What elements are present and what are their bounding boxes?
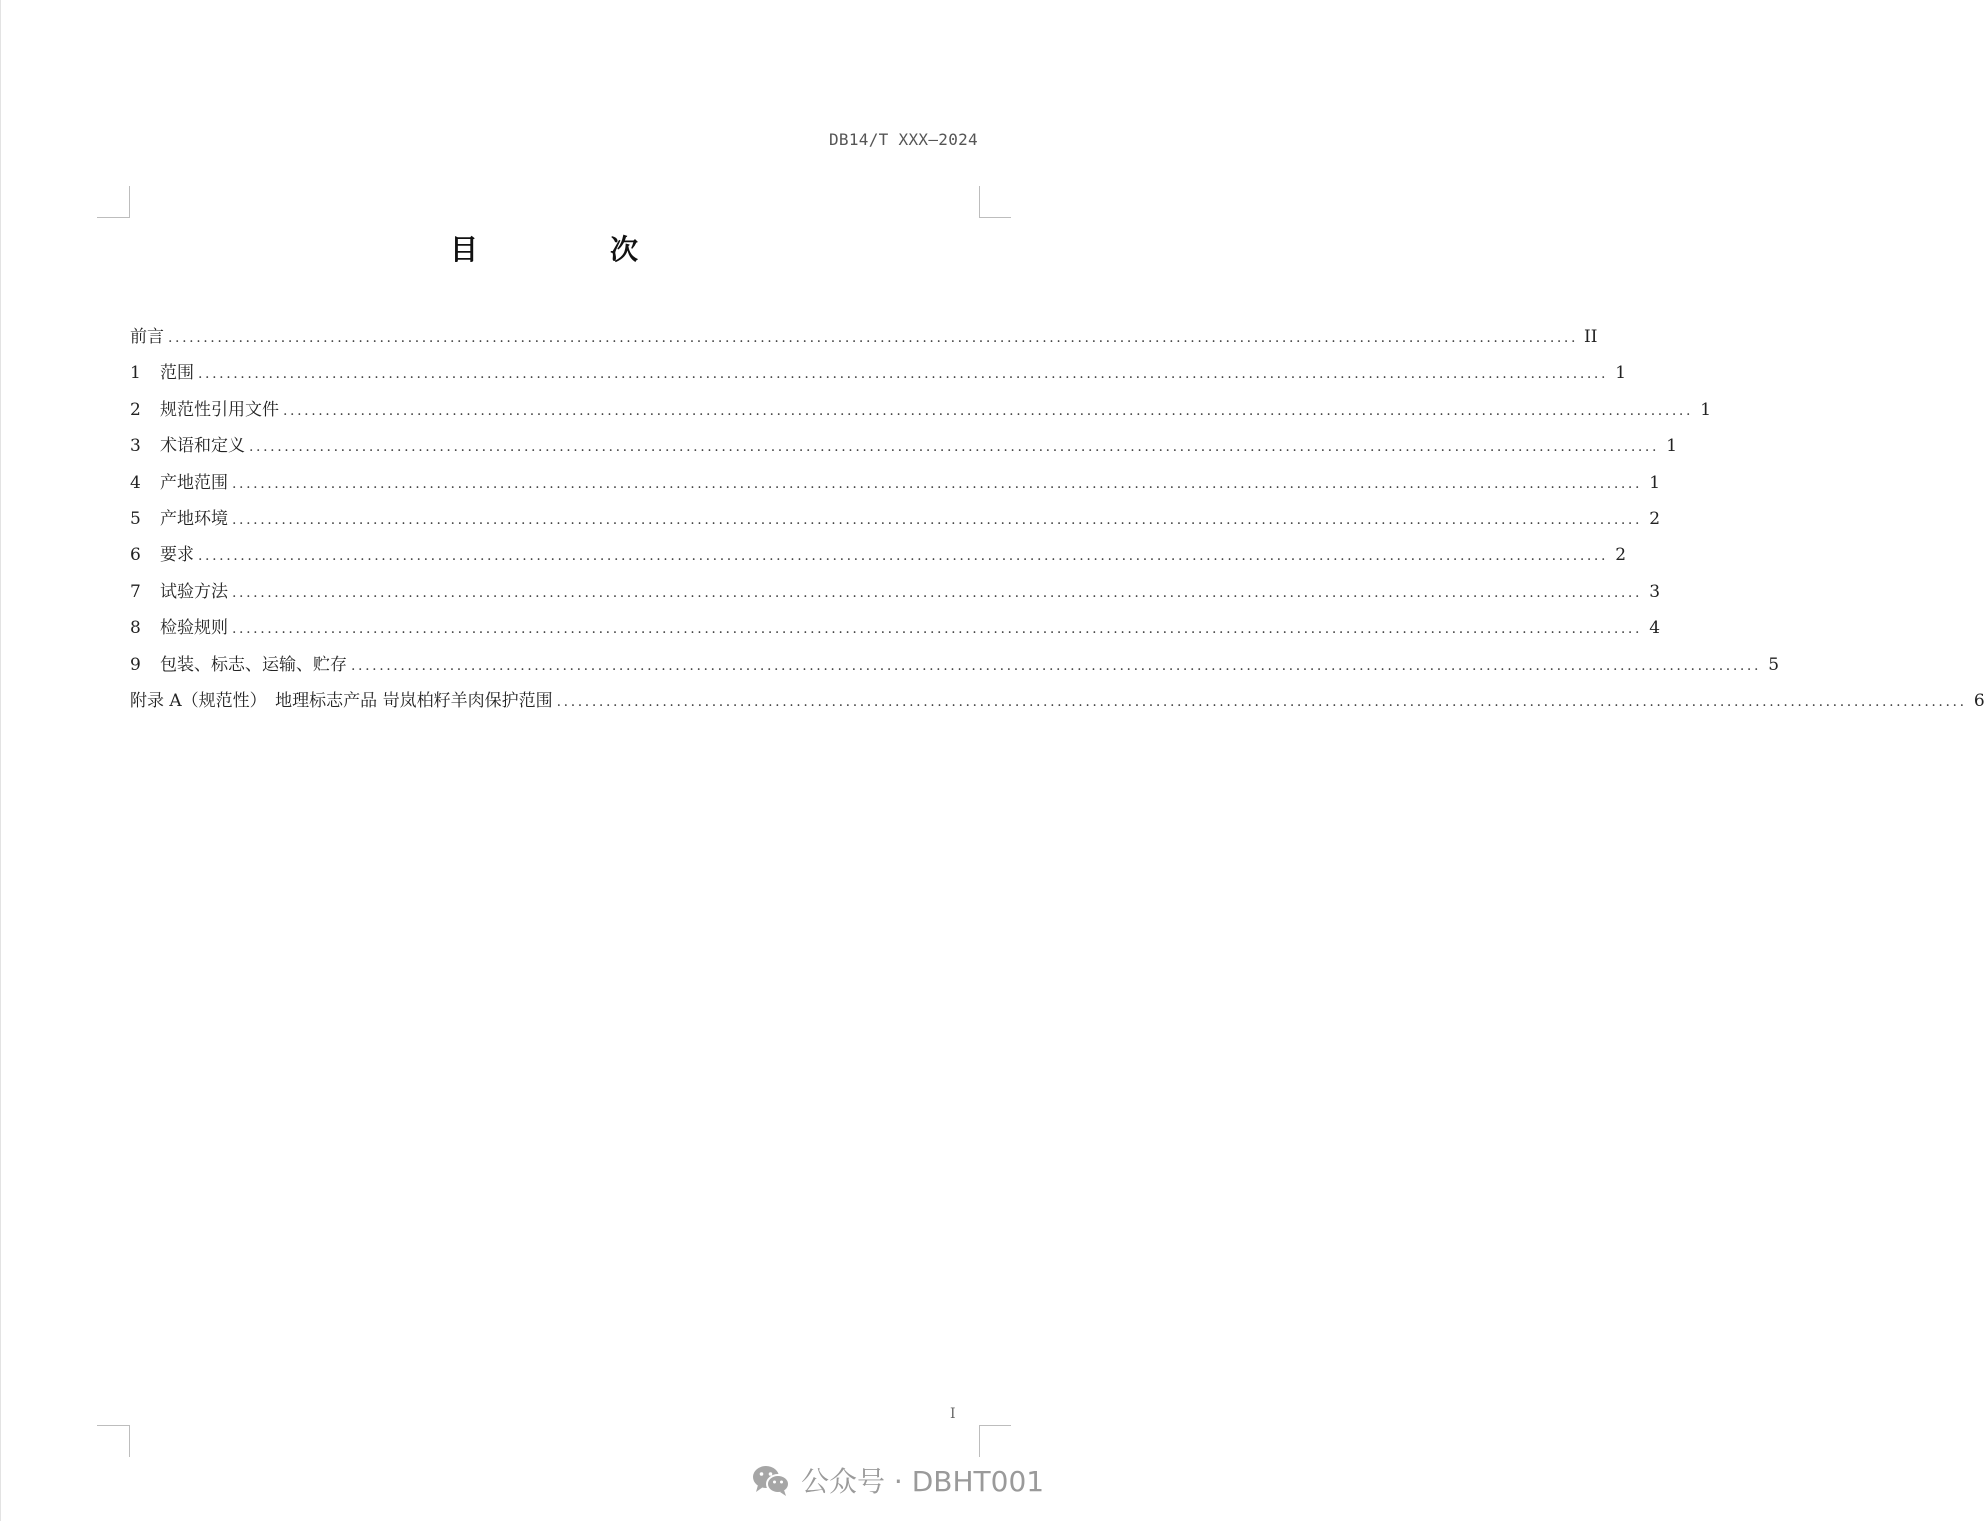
toc-entry-page: 1 (1615, 363, 1627, 384)
toc-entry[interactable] (130, 395, 1712, 431)
toc-entry-page: 5 (1768, 654, 1780, 675)
toc-entry[interactable] (130, 322, 1598, 358)
standard-code: DB14/T XXX—2024 (829, 130, 978, 149)
toc-entry-number: 8 (130, 618, 141, 639)
toc-entry-label: 规范性引用文件 (160, 399, 279, 420)
toc-entry-number: 3 (130, 436, 141, 457)
toc-entry-label: 术语和定义 (160, 436, 245, 457)
toc-dot-leader: ........................................................................................................................................................................................................ (232, 511, 1643, 528)
toc-dot-leader: ........................................................................................................................................................................................................ (168, 330, 1579, 346)
toc-entry-label: 附录 A（规范性） 地理标志产品 岢岚柏籽羊肉保护范围 (130, 690, 553, 711)
toc-dot-leader: ........................................................................................................................................................................................................ (351, 657, 1762, 674)
toc-entry[interactable] (130, 650, 1780, 686)
toc-entry-label: 包装、标志、运输、贮存 (160, 654, 347, 675)
toc-entry[interactable] (130, 431, 1678, 467)
toc-entry-label: 前言 (130, 327, 164, 347)
toc-entry-page: 1 (1649, 472, 1661, 493)
toc-dot-leader: ........................................................................................................................................................................................................ (249, 439, 1660, 456)
toc-entry-number: 1 (130, 363, 141, 384)
watermark (751, 1460, 1044, 1500)
toc-dot-leader: ........................................................................................................................................................................................................ (556, 693, 1967, 710)
toc-dot-leader: ........................................................................................................................................................................................................ (232, 475, 1643, 492)
toc-entry-label: 检验规则 (160, 618, 228, 639)
toc-entry-number: 7 (130, 581, 141, 602)
toc-title: 目 次 (449, 233, 690, 266)
toc-entry-page: 6 (1973, 690, 1985, 711)
toc-entry-page: 1 (1700, 399, 1712, 420)
toc-entry[interactable] (130, 686, 1985, 722)
toc-entry[interactable] (130, 468, 1661, 504)
toc-dot-leader: ........................................................................................................................................................................................................ (198, 548, 1609, 565)
table-of-contents (130, 322, 1985, 722)
toc-entry-page: 2 (1615, 545, 1627, 566)
toc-entry-number: 9 (130, 654, 141, 675)
toc-entry-number: 2 (130, 399, 141, 420)
toc-dot-leader: ........................................................................................................................................................................................................ (283, 402, 1694, 419)
toc-entry[interactable] (130, 504, 1661, 540)
toc-entry-number: 4 (130, 472, 141, 493)
toc-entry-label: 要求 (160, 545, 194, 566)
toc-dot-leader: ........................................................................................................................................................................................................ (232, 621, 1643, 638)
toc-entry-page: 4 (1649, 618, 1661, 639)
toc-entry[interactable] (130, 540, 1627, 576)
toc-entry-page: 3 (1649, 581, 1661, 602)
toc-entry-label: 产地范围 (160, 472, 228, 493)
toc-entry-page: II (1584, 327, 1598, 347)
toc-dot-leader: ........................................................................................................................................................................................................ (198, 366, 1609, 383)
toc-entry-label: 试验方法 (160, 581, 228, 602)
toc-entry-label: 产地环境 (160, 508, 228, 529)
watermark-text: 公众号 · DBHT001 (801, 1465, 1045, 1498)
toc-entry-number: 5 (130, 508, 141, 529)
toc-entry-page: 1 (1666, 436, 1678, 457)
page-number: I (950, 1406, 956, 1422)
toc-entry[interactable] (130, 613, 1661, 649)
toc-dot-leader: ........................................................................................................................................................................................................ (232, 584, 1643, 601)
toc-entry-number: 6 (130, 545, 141, 566)
toc-entry[interactable] (130, 577, 1661, 613)
wechat-icon (751, 1463, 791, 1497)
toc-entry[interactable] (130, 358, 1627, 394)
toc-entry-label: 范围 (160, 363, 194, 384)
toc-entry-page: 2 (1649, 508, 1661, 529)
